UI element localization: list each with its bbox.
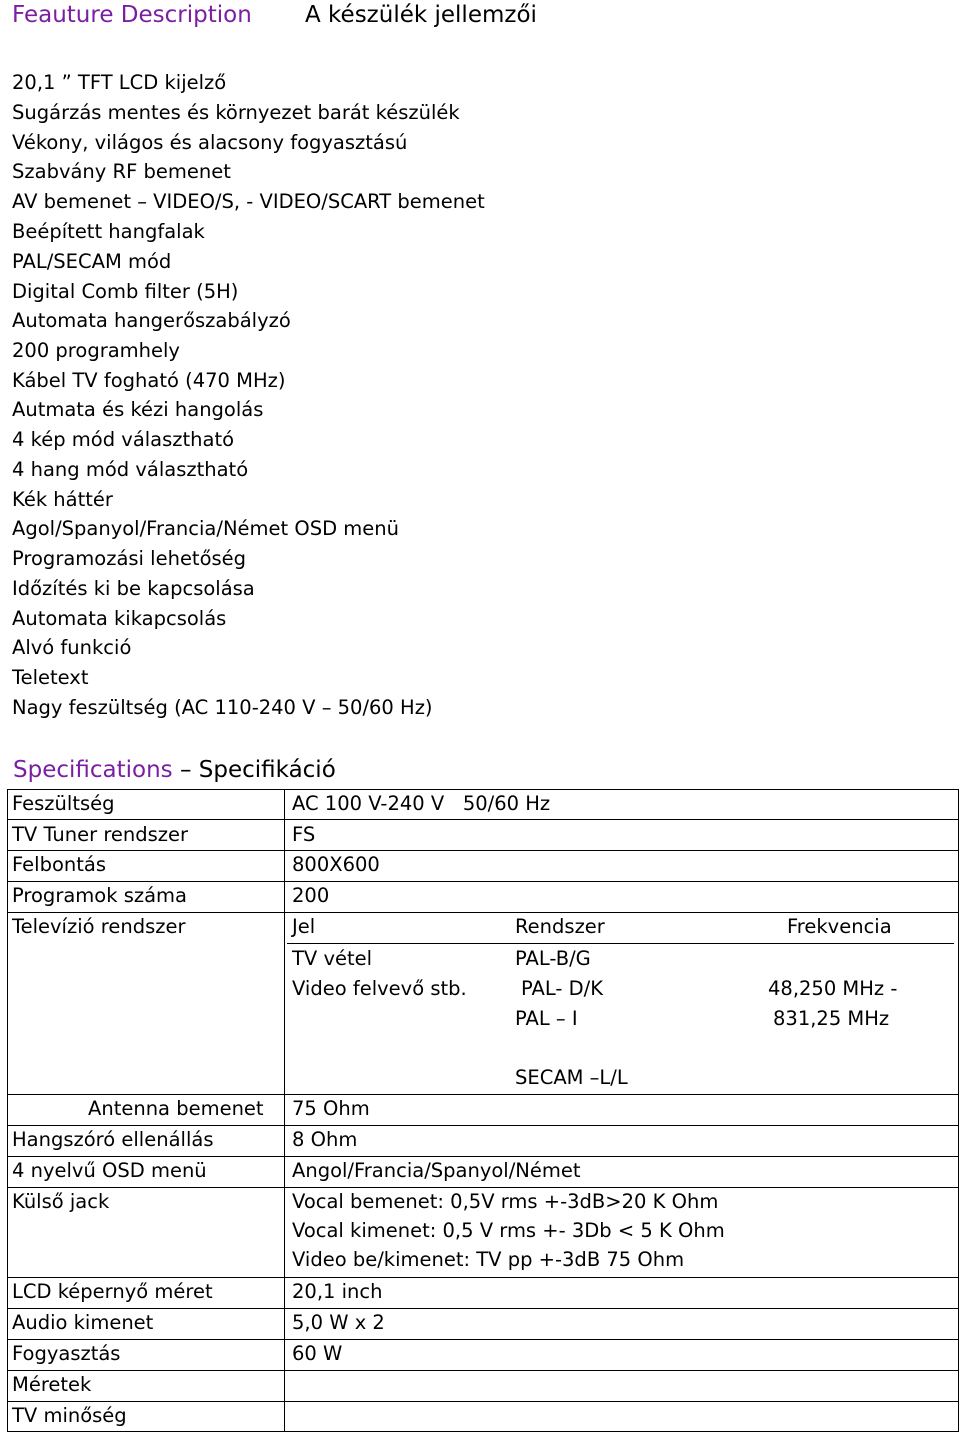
spec-value-tuner: FS (292, 823, 316, 846)
list-item: Digital Comb filter (5H) (12, 280, 239, 303)
table-divider (284, 789, 285, 1432)
list-item: Programozási lehetőség (12, 547, 247, 570)
list-item: AV bemenet – VIDEO/S, - VIDEO/SCART bemenet (12, 190, 485, 213)
system-pal-bg: PAL-B/G (515, 947, 591, 970)
spec-value-voltage: AC 100 V-240 V 50/60 Hz (292, 792, 551, 815)
spec-label-dimensions: Méretek (12, 1373, 92, 1396)
spec-value-antenna: 75 Ohm (292, 1097, 370, 1120)
frequency-from: 48,250 MHz - (768, 977, 898, 1000)
spec-value-speaker: 8 Ohm (292, 1128, 358, 1151)
row-line (7, 819, 959, 820)
col-header-system: Rendszer (515, 915, 605, 938)
list-item: Kék háttér (12, 488, 113, 511)
list-item: Vékony, világos és alacsony fogyasztású (12, 131, 408, 154)
row-line (7, 881, 959, 882)
row-line (7, 1401, 959, 1402)
spec-label-resolution: Felbontás (12, 853, 106, 876)
row-line (7, 789, 959, 790)
list-item: 4 kép mód választható (12, 428, 235, 451)
col-header-frequency: Frekvencia (787, 915, 892, 938)
list-item: Autmata és kézi hangolás (12, 398, 264, 421)
spec-label-speaker: Hangszóró ellenállás (12, 1128, 214, 1151)
spec-value-power: 60 W (292, 1342, 343, 1365)
col-header-signal: Jel (292, 915, 316, 938)
subtable-line (287, 943, 954, 944)
frequency-to: 831,25 MHz (773, 1007, 890, 1030)
table-border-left (7, 789, 8, 1432)
spec-label-tuner: TV Tuner rendszer (12, 823, 189, 846)
list-item: 200 programhely (12, 339, 180, 362)
spec-label-quality: TV minőség (12, 1404, 127, 1427)
list-item: Automata kikapcsolás (12, 607, 227, 630)
system-secam: SECAM –L/L (515, 1066, 628, 1089)
spec-label-audio: Audio kimenet (12, 1311, 154, 1334)
list-item: Automata hangerőszabályzó (12, 309, 291, 332)
row-line (7, 1370, 959, 1371)
signal-video: Video felvevő stb. (292, 977, 467, 1000)
table-border-right (958, 789, 959, 1432)
list-item: Agol/Spanyol/Francia/Német OSD menü (12, 517, 400, 540)
row-line (7, 912, 959, 913)
spec-label-voltage: Feszültség (12, 792, 115, 815)
row-line (7, 850, 959, 851)
feature-title-en: Feauture Description (12, 2, 252, 28)
spec-value-jack-1: Vocal bemenet: 0,5V rms +-3dB>20 K Ohm (292, 1190, 719, 1213)
spec-value-osd: Angol/Francia/Spanyol/Német (292, 1159, 581, 1182)
list-item: Alvó funkció (12, 636, 132, 659)
signal-tv: TV vétel (292, 947, 373, 970)
spec-value-lcd: 20,1 inch (292, 1280, 383, 1303)
system-pal-dk: PAL- D/K (521, 977, 603, 1000)
spec-value-audio: 5,0 W x 2 (292, 1311, 385, 1334)
row-line (7, 1339, 959, 1340)
spec-label-jack: Külső jack (12, 1190, 110, 1213)
spec-value-resolution: 800X600 (292, 853, 380, 876)
list-item: Teletext (12, 666, 89, 689)
list-item: 20,1 ” TFT LCD kijelző (12, 71, 227, 94)
row-line (7, 1156, 959, 1157)
list-item: Beépített hangfalak (12, 220, 205, 243)
row-line (7, 1094, 959, 1095)
spec-label-programs: Programok száma (12, 884, 187, 907)
list-item: Szabvány RF bemenet (12, 160, 231, 183)
row-line (7, 1125, 959, 1126)
spec-label-power: Fogyasztás (12, 1342, 121, 1365)
feature-title-hu: A készülék jellemzői (305, 2, 537, 28)
list-item: Nagy feszültség (AC 110-240 V – 50/60 Hz) (12, 696, 433, 719)
row-line (7, 1187, 959, 1188)
row-line (7, 1308, 959, 1309)
row-line (7, 1277, 959, 1278)
spec-label-tv-system: Televízió rendszer (12, 915, 186, 938)
list-item: Kábel TV fogható (470 MHz) (12, 369, 286, 392)
spec-label-antenna: Antenna bemenet (88, 1097, 264, 1120)
specs-heading-hu: – Specifikáció (172, 757, 336, 783)
system-pal-i: PAL – I (515, 1007, 578, 1030)
specs-heading (13, 757, 336, 783)
spec-value-jack-2: Vocal kimenet: 0,5 V rms +- 3Db < 5 K Ohm (292, 1219, 725, 1242)
spec-label-lcd: LCD képernyő méret (12, 1280, 213, 1303)
specs-heading-en: Specifications (13, 757, 173, 783)
list-item: PAL/SECAM mód (12, 250, 172, 273)
spec-value-jack-3: Video be/kimenet: TV pp +-3dB 75 Ohm (292, 1248, 685, 1271)
list-item: 4 hang mód választható (12, 458, 249, 481)
list-item: Időzítés ki be kapcsolása (12, 577, 255, 600)
spec-label-osd: 4 nyelvű OSD menü (12, 1159, 207, 1182)
list-item: Sugárzás mentes és környezet barát készülék (12, 101, 460, 124)
spec-value-programs: 200 (292, 884, 330, 907)
